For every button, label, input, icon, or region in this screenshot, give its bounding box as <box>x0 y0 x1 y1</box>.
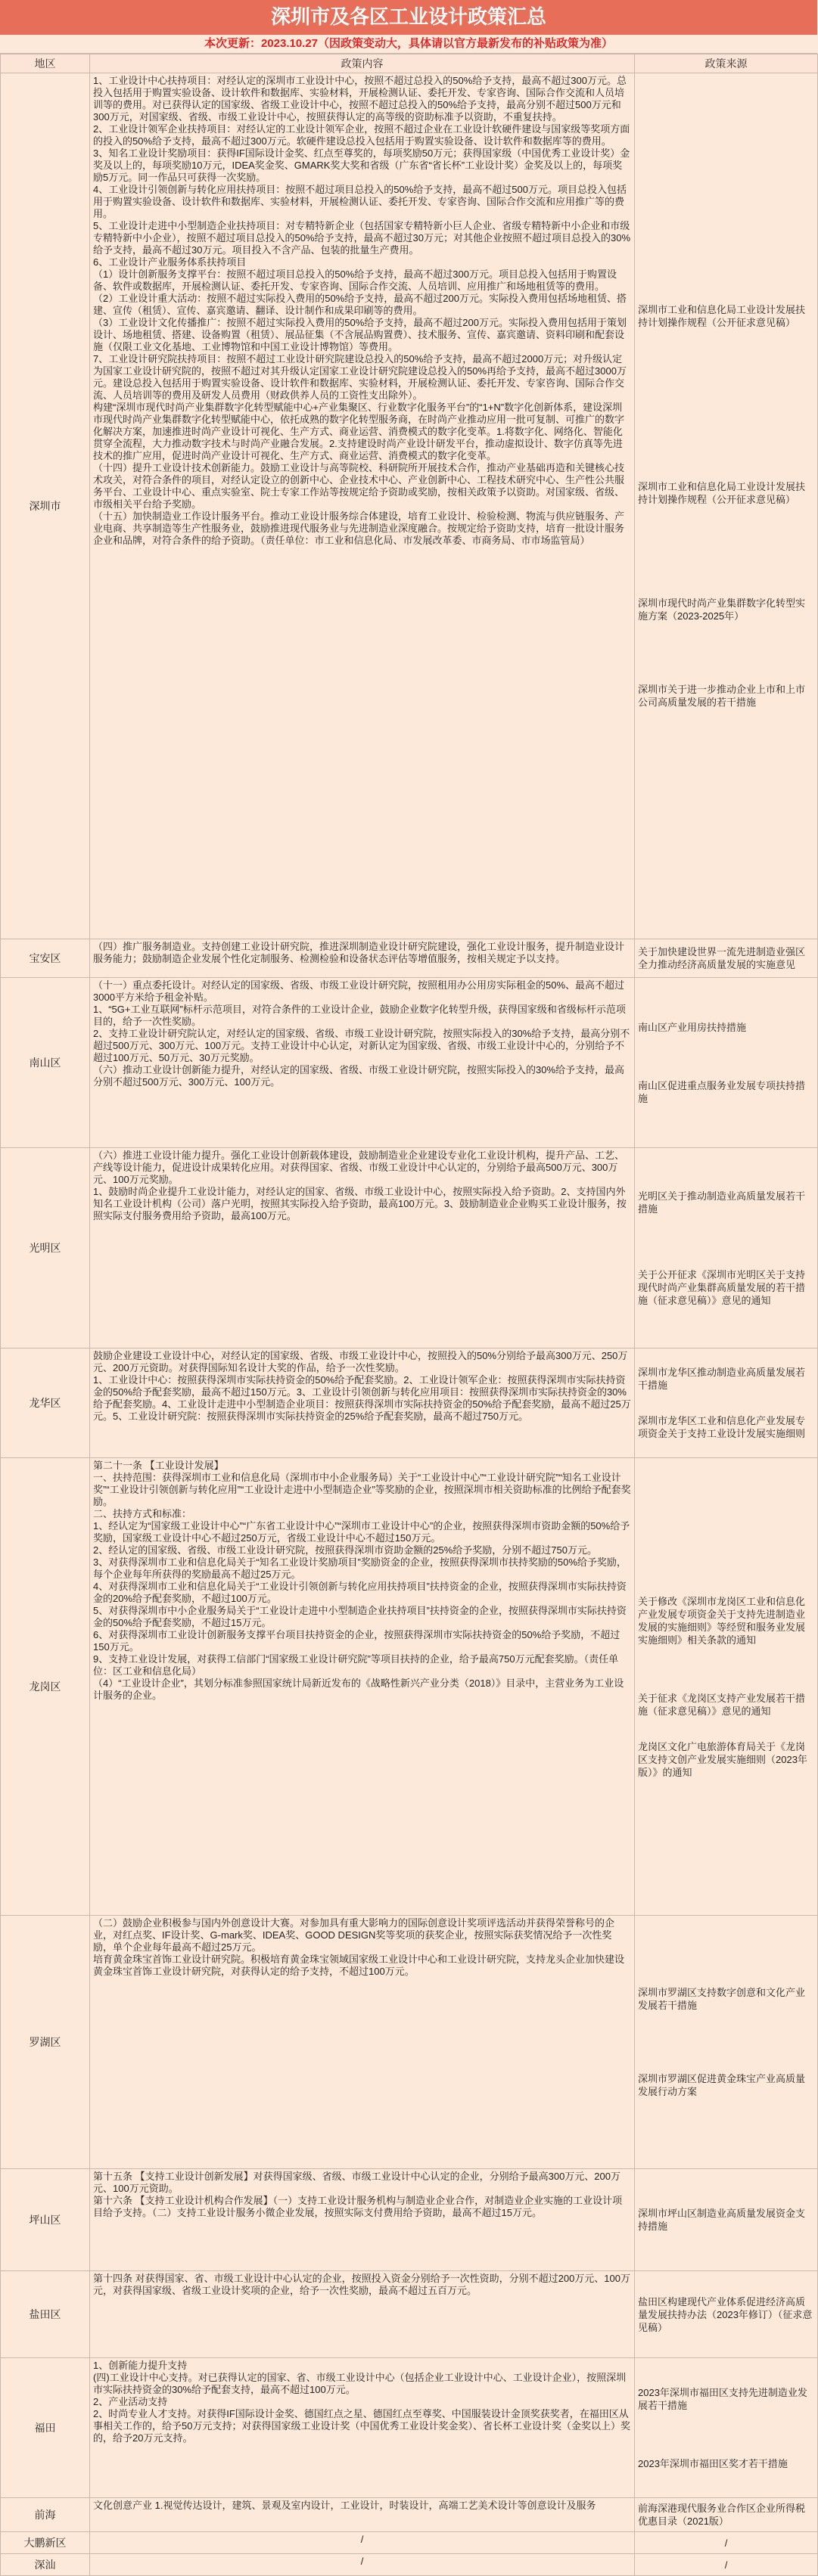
content-cell <box>90 73 635 939</box>
source-text: 深圳市关于进一步推动企业上市和上市公司高质量发展的若干措施 <box>638 684 806 708</box>
content-cell <box>90 1349 635 1458</box>
area-cell: 南山区 <box>1 978 90 1148</box>
source-cell <box>635 2532 818 2554</box>
source-cell <box>635 939 818 978</box>
content-cell <box>90 939 635 978</box>
source-text: 关于征求《龙岗区支持产业发展若干措施（征求意见稿）》意见的通知 <box>638 1692 806 1717</box>
content-paragraph: 第十四条 对获得国家、省、市级工业设计中心认定的企业，按照投入资金分别给予一次性资助，分别不超过200万元、100万元，对获得国家级、省级工业设计奖项的企业，给予一次性奖励，最高不超过五百万元。 <box>93 2273 630 2296</box>
table-row <box>1 2358 818 2498</box>
content-paragraph: 培育黄金珠宝首饰工业设计研究院。积极培育黄金珠宝领域国家级工业设计中心和工业设计研究院，支持龙头企业加快建设黄金珠宝首饰工业设计研究院，对获得认定的给予支持，不超过100万元。 <box>93 1954 625 1977</box>
header-source: 政策来源 <box>635 54 818 73</box>
source-text: 深圳市龙华区工业和信息化产业发展专项资金关于支持工业设计发展实施细则 <box>638 1415 806 1439</box>
content-paragraph: 4、工业设计引领创新与转化应用扶持项目：按照不超过项目总投入的50%给予支持，最高不超过500万元。项目总投入包括用于购置实验设备、设计软件和数据库、实验材料，开展检测认证、委托开发、专家咨询、国际合作交流和应用推广等的费用。 <box>93 184 627 219</box>
source-cell <box>635 1458 818 1916</box>
content-paragraph: 1、经认定为“国家级工业设计中心”“广东省工业设计中心”“深圳市工业设计中心”的企业，按照获得深圳市资助金额的50%给予奖励，国家级工业设计中心不超过250万元，省级工业设计中心不超过150万元。 <box>93 1520 630 1544</box>
table-row <box>1 1458 818 1916</box>
content-cell <box>90 1148 635 1349</box>
source-cell <box>635 2554 818 2576</box>
table-row <box>1 1349 818 1458</box>
source-text: 光明区关于推动制造业高质量发展若干措施 <box>638 1190 806 1215</box>
content-paragraph: 1、鼓励时尚企业提升工业设计能力，对经认定的国家、省级、市级工业设计中心，按照实际投入给予资助。2、支持国内外知名工业设计机构（公司）落户光明，按照其实际投入给予资助，最高100万元。3、鼓励制造业企业购买工业设计服务，按照实际支付服务费用给予资助，最高100万元。 <box>93 1186 627 1221</box>
area-cell: 前海 <box>1 2498 90 2532</box>
area-cell: 盐田区 <box>1 2271 90 2358</box>
content-paragraph: 1、创新能力提升支持 <box>93 2360 188 2371</box>
area-cell: 深汕 <box>1 2554 90 2576</box>
source-cell <box>635 2498 818 2532</box>
source-text: 前海深港现代服务业合作区企业所得税优惠目录（2021版） <box>638 2503 806 2527</box>
source-text: 龙岗区文化广电旅游体育局关于《龙岗区支持文创产业发展实施细则（2023年版）》的通知 <box>638 1740 807 1778</box>
table-row <box>1 2271 818 2358</box>
source-text: 深圳市工业和信息化局工业设计发展扶持计划操作规程（公开征求意见稿） <box>638 481 806 505</box>
source-text: 深圳市工业和信息化局工业设计发展扶持计划操作规程（公开征求意见稿） <box>638 304 806 328</box>
table-row <box>1 73 818 939</box>
content-paragraph: （十一）重点委托设计。对经认定的国家级、省级、市级工业设计研究院，按照租用办公用房实际租金的50%、最高不超过3000平方米给予租金补贴。 <box>93 979 625 1003</box>
content-paragraph: 7、工业设计研究院扶持项目：按照不超过工业设计研究院建设总投入的50%给予支持，最高不超过2000万元；对升级认定为国家工业设计研究院的，按照不超过对其升级认定国家工业设计研究院建设总投入的50%再给予支持，最高不超过3000万元。建设总投入包括用于购置实验设备、设计软件和数据库、实验材料，开展检测认证、委托开发、专家咨询、国际合作交流、人员培训等的费用及研发人员费用（财政供养人员的工资性支出除外）。 <box>93 353 627 401</box>
source-text: / <box>724 2559 728 2571</box>
content-paragraph: 2、时尚专业人才支持。对获得IF国际设计金奖、德国红点之星、德国红点至尊奖、中国服装设计金顶奖获奖者，在福田区从事相关工作的，给予50万元支持；对获得国家级工业设计奖（中国优秀工业设计奖金奖）、省长杯工业设计奖（金奖以上）奖的，给予20万元支持。 <box>93 2408 630 2444</box>
content-paragraph: （二）鼓励企业积极参与国内外创意设计大赛。对参加具有重大影响力的国际创意设计奖项评选活动并获得荣誉称号的企业，对红点奖、IF设计奖、G-mark奖、IDEA奖、GOOD DESIGN奖等奖项的获奖企业，按照实际获奖情况给予一次性奖励，单个企业每年最高不超过25万元。 <box>93 1917 615 1953</box>
content-paragraph: （六）推动工业设计创新能力提升，对经认定的国家级、省级、市级工业设计研究院，按照实际投入的30%给予支持，最高分别不超过500万元、300万元、100万元。 <box>93 1064 625 1088</box>
content-paragraph: 2、工业设计领军企业扶持项目：对经认定的工业设计领军企业，按照不超过企业在工业设计软硬件建设与国家级等奖项方面的投入的50%给予支持，最高不超过300万元。软硬件建设总投入包括用于购置实验设备、设计软件和数据库等的费用。 <box>93 123 630 147</box>
table-header-row <box>1 54 818 73</box>
content-paragraph: （四）推广服务制造业。支持创建工业设计研究院，推进深圳制造业设计研究院建设，强化工业设计服务，提升制造业设计服务能力；鼓励制造企业发展个性化定制服务、检测检验和设备状态评估等增值服务，按相关规定予以支持。 <box>93 941 625 964</box>
content-paragraph: （2）工业设计重大活动：按照不超过实际投入费用的50%给予支持，最高不超过200万元。实际投入费用包括场地租赁、搭建、宣传（租赁）、宣传、嘉宾邀请、翻译、设计制作和成果印刷等的费用。 <box>93 293 627 316</box>
area-cell: 龙华区 <box>1 1349 90 1458</box>
content-paragraph: 二、扶持方式和标准： <box>93 1508 192 1519</box>
table-row <box>1 1916 818 2169</box>
content-paragraph: 鼓励企业建设工业设计中心，对经认定的国家级、省级、市级工业设计中心，按照投入的50%分别给予最高300万元、250万元、200万元资助。对获得国际知名设计大奖的作品，给予一次性奖励。 <box>93 1350 628 1373</box>
policy-table <box>0 54 818 2576</box>
header-area: 地区 <box>1 54 90 73</box>
content-paragraph: / <box>360 2534 364 2545</box>
content-cell <box>90 2532 635 2554</box>
content-paragraph: 1、工业设计中心：按照获得深圳市实际扶持资金的50%给予配套奖励。2、工业设计领军企业：按照获得深圳市实际扶持资金的50%给予配套奖励，最高不超过150万元。3、工业设计引领创新与转化应用项目：按照获得深圳市实际扶持资金的30%给予配套奖励。4、工业设计走进中小型制造企业项目：按照获得深圳市实际扶持资金的50%给予配套奖励，最高不超过25万元。5、工业设计研究院：按照获得深圳市实际扶持资金的25%给予配套奖励，最高不超过750万元。 <box>93 1374 631 1422</box>
content-paragraph: 1、“5G+工业互联网”标杆示范项目，对符合条件的工业设计企业，鼓励企业数字化转型升级，获得国家级和省级标杆示范项目的，给予一次性奖励。 <box>93 1004 626 1027</box>
content-paragraph: 6、工业设计产业服务体系扶持项目 <box>93 256 247 268</box>
content-paragraph: 第十五条 【支持工业设计创新发展】对获得国家级、省级、市级工业设计中心认定的企业，分别给予最高300万元、200万元、100万元资助。 <box>93 2171 620 2194</box>
content-cell <box>90 1458 635 1916</box>
content-paragraph: 3、知名工业设计奖励项目：获得IF国际设计金奖、红点至尊奖的，每项奖励50万元；获得国家级（中国优秀工业设计奖）金奖及以上的，每项奖励10万元，IDEA奖金奖、GMARK奖大奖和省级（广东省“省长杯”工业设计奖）金奖及以上的，每项奖励5万元。同一作品只可获得一次奖励。 <box>93 147 630 183</box>
content-paragraph: 一、扶持范围：获得深圳市工业和信息化局（深圳市中小企业服务局）关于“工业设计中心”“工业设计研究院”“知名工业设计奖”“工业设计引领创新与转化应用”“工业设计走进中小型制造企业”等奖励的企业，按照深圳市相关资助标准的比例给予配套奖励。 <box>93 1472 631 1507</box>
source-cell <box>635 73 818 939</box>
content-paragraph: 6、对获得深圳市工业设计创新服务支撑平台项目扶持资金的企业，按照获得深圳市实际扶持资金的50%给予奖励，不超过150万元。 <box>93 1629 620 1653</box>
content-cell <box>90 2271 635 2358</box>
source-cell <box>635 2358 818 2498</box>
update-notice: 本次更新：2023.10.27（因政策变动大，具体请以官方最新发布的补贴政策为准） <box>0 35 817 54</box>
source-cell <box>635 1916 818 2169</box>
source-text: 南山区产业用房扶持措施 <box>638 1021 747 1033</box>
header-content: 政策内容 <box>90 54 635 73</box>
source-cell <box>635 2169 818 2271</box>
content-paragraph: （3）工业设计文化传播推广：按照不超过实际投入费用的50%给予支持，最高不超过200万元。实际投入费用包括用于策划设计、场地租赁、搭建、设备购置（租赁）、展品征集（不含展品购置费）、技术服务、宣传、嘉宾邀请、资料印刷和配套设施（仅限工业文化基地、工业博物馆和中国工业设计博物馆）等费用。 <box>93 317 627 352</box>
table-row <box>1 1148 818 1349</box>
content-paragraph: 构建“深圳市现代时尚产业集群数字化转型赋能中心+产业集聚区、行业数字化服务平台”的“1+N”数字化创新体系，建设深圳市现代时尚产业集群数字化转型赋能中心，依托成熟的数字化转型服务商，在时尚产业推动应用一批可复制、可推广的数字化解决方案，加速推进时尚产业设计可视化、生产方式、商业运营、消费模式的数字化变革。1.将数字化、网络化、智能化贯穿全流程，大力推动数字技术与时尚产业融合发展。2.支持建设时尚产业设计研发平台，推动虚拟设计、数字仿真等先进技术的推广应用，促进时尚产业设计可视化、生产方式、商业运营、消费模式的数字化变革。 <box>93 402 625 461</box>
source-text: 盐田区构建现代产业体系促进经济高质量发展扶持办法（2023年修订）（征求意见稿） <box>638 2295 813 2333</box>
table-row <box>1 2169 818 2271</box>
content-paragraph: 2、产业活动支持 <box>93 2396 168 2407</box>
content-paragraph: 4、对获得深圳市工业和信息化局关于“工业设计引领创新与转化应用扶持项目”扶持资金的企业，按照获得深圳市实际扶持资金的20%给予配套奖励，不超过100万元。 <box>93 1581 627 1604</box>
page-title: 深圳市及各区工业设计政策汇总 <box>0 0 817 35</box>
content-cell <box>90 2498 635 2532</box>
content-paragraph: （1）设计创新服务支撑平台：按照不超过项目总投入的50%给予支持，最高不超过300万元。项目总投入包括用于购置设备、软件或数据库，开展检测认证、委托开发、专家咨询、国际合作交流、人员培训、应用推广和场地租赁等的费用。 <box>93 268 617 292</box>
source-cell <box>635 1349 818 1458</box>
content-cell <box>90 2358 635 2498</box>
content-paragraph: （六）推进工业设计能力提升。强化工业设计创新载体建设，鼓励制造业企业建设专业化工业设计机构，提升产品、工艺、产线等设计能力，促进设计成果转化应用。对获得国家、省级、市级工业设计中心认定的，分别给予最高500万元、300万元、100万元奖励。 <box>93 1150 625 1185</box>
source-text: 关于加快建设世界一流先进制造业强区全力推动经济高质量发展的实施意见 <box>638 946 806 970</box>
source-text: 2023年深圳市福田区支持先进制造业发展若干措施 <box>638 2386 807 2411</box>
content-paragraph: (四)工业设计中心支持。对已获得认定的国家、省、市级工业设计中心（包括企业工业设计中心、工业设计企业），按照深圳市实际扶持资金的30%给予配套支持，最高不超过100万元。 <box>93 2372 627 2395</box>
content-paragraph: 第二十一条 【工业设计发展】 <box>93 1460 224 1471</box>
source-text: 关于公开征求《深圳市光明区关于支持现代时尚产业集群高质量发展的若干措施（征求意见稿）》意见的通知 <box>638 1268 806 1306</box>
content-paragraph: 2、支持工业设计研究院认定，对经认定的国家级、省级、市级工业设计研究院，按照实际投入的30%给予支持，最高分别不超过500万元、300万元、100万元。支持工业设计中心认定，对新认定为国家级、省级、市级工业设计中心的，分别给予不超过100万元、50万元、30万元奖励。 <box>93 1028 630 1063</box>
table-row <box>1 2532 818 2554</box>
content-paragraph: 5、工业设计走进中小型制造企业扶持项目：对专精特新企业（包括国家专精特新小巨人企业、省级专精特新中小企业和市级专精特新中小企业），按照不超过项目总投入的50%给予支持，最高不超过30万元；对其他企业按照不超过项目总投入的30%给予支持，最高不超过30万元。项目投入不含产品、包装的批量生产费用。 <box>93 220 630 256</box>
content-paragraph: 3、对获得深圳市工业和信息化局关于“知名工业设计奖励项目”奖励资金的企业，按照获得深圳市扶持奖励的50%给予奖励，每个企业每年所获得的奖励最高不超过25万元。 <box>93 1556 627 1580</box>
area-cell: 罗湖区 <box>1 1916 90 2169</box>
content-paragraph: 1、工业设计中心扶持项目：对经认定的深圳市工业设计中心，按照不超过总投入的50%给予支持，最高不超过300万元。总投入包括用于购置实验设备、设计软件和数据库、实验材料，开展检测认证、委托开发、专家咨询、国际合作交流和人员培训等的费用。对已获得认定的国家级、省级工业设计中心，按照不超过总投入的50%给予支持，最高分别不超过500万元和300万元，对国家级、省级、市级工业设计中心，按照获得认定的高等级的资助标准予以资助，不重复扶持。 <box>93 75 627 123</box>
table-row <box>1 2554 818 2576</box>
content-paragraph: 第十六条 【支持工业设计机构合作发展】（一）支持工业设计服务机构与制造业企业合作，对制造业企业实施的工业设计项目给予支持。（二）支持工业设计服务小微企业发展，按照实际支付费用给予资助，最高不超过15万元。 <box>93 2195 623 2218</box>
source-text: 2023年深圳市福田区奖才若干措施 <box>638 2457 788 2469</box>
area-cell: 宝安区 <box>1 939 90 978</box>
source-text: 深圳市现代时尚产业集群数字化转型实施方案（2023-2025年） <box>638 597 806 622</box>
source-text: 关于修改《深圳市龙岗区工业和信息化产业发展专项资金关于支持先进制造业发展的实施细则》等经贸和服务业发展实施细则》相关条款的通知 <box>638 1595 806 1646</box>
content-cell <box>90 2554 635 2576</box>
content-paragraph: / <box>360 2556 364 2567</box>
source-text: 深圳市罗湖区支持数字创意和文化产业发展若干措施 <box>638 1987 806 2011</box>
table-row <box>1 978 818 1148</box>
source-cell <box>635 2271 818 2358</box>
content-paragraph: （十四）提升工业设计技术创新能力。鼓励工业设计与高等院校、科研院所开展技术合作，推动产业基础再造和关键核心技术攻关，对符合条件的项目，对经认定设立的创新中心、企业技术中心、产业创新中心、工程技术研究中心、生产性公共服务平台、工业设计中心、重点实验室、院士专家工作站等按规定给予资助或奖励，按相关政策予以资助。对国家级、省级、市级相关平台给予奖励。 <box>93 462 625 510</box>
content-cell <box>90 1916 635 2169</box>
content-paragraph: （十五）加快制造业工作设计服务平台。推动工业设计服务综合体建设，培育工业设计、检验检测、物流与供应链服务、产业电商、共享制造等生产性服务业，鼓励推进现代服务业与先进制造业深度融合。按规定给予资助支持，培育一批设计服务企业和品牌，对符合条件的给予资助。（责任单位：市工业和信息化局、市发展改革委、市商务局、市市场监管局） <box>93 511 625 546</box>
source-cell <box>635 1148 818 1349</box>
table-row <box>1 939 818 978</box>
source-cell <box>635 978 818 1148</box>
content-paragraph: 5、对获得深圳市中小企业服务局关于“工业设计走进中小型制造企业扶持项目”扶持资金的企业，按照获得深圳市实际扶持资金的50%给予配套奖励，不超过15万元。 <box>93 1605 627 1628</box>
area-cell: 深圳市 <box>1 73 90 939</box>
content-paragraph: （4）“工业设计企业”，其划分标准参照国家统计局新近发布的《战略性新兴产业分类（2018）》目录中，主营业务为工业设计服务的企业。 <box>93 1678 624 1701</box>
content-cell <box>90 978 635 1148</box>
source-text: 深圳市罗湖区促进黄金珠宝产业高质量发展行动方案 <box>638 2073 806 2097</box>
source-text: 南山区促进重点服务业发展专项扶持措施 <box>638 1079 806 1104</box>
content-cell <box>90 2169 635 2271</box>
source-text: 深圳市坪山区制造业高质量发展资金支持措施 <box>638 2208 806 2232</box>
table-row <box>1 2498 818 2532</box>
content-paragraph: 文化创意产业 1.视觉传达设计，建筑、景观及室内设计，工业设计，时装设计，高端工艺美术设计等创意设计及服务 <box>93 2500 596 2511</box>
area-cell: 光明区 <box>1 1148 90 1349</box>
area-cell: 龙岗区 <box>1 1458 90 1916</box>
area-cell: 大鹏新区 <box>1 2532 90 2554</box>
area-cell: 福田 <box>1 2358 90 2498</box>
source-text: / <box>724 2537 728 2549</box>
content-paragraph: 9、支持工业设计发展，对获得工信部门“国家级工业设计研究院”等项目扶持的企业，给予最高750万元配套奖励。（责任单位：区工业和信息化局） <box>93 1653 619 1677</box>
source-text: 深圳市龙华区推动制造业高质量发展若干措施 <box>638 1367 806 1391</box>
content-paragraph: 2、经认定的国家级、省级、市级工业设计研究院，按照获得深圳市资助金额的25%给予奖励，分别不超过750万元。 <box>93 1544 597 1556</box>
area-cell: 坪山区 <box>1 2169 90 2271</box>
